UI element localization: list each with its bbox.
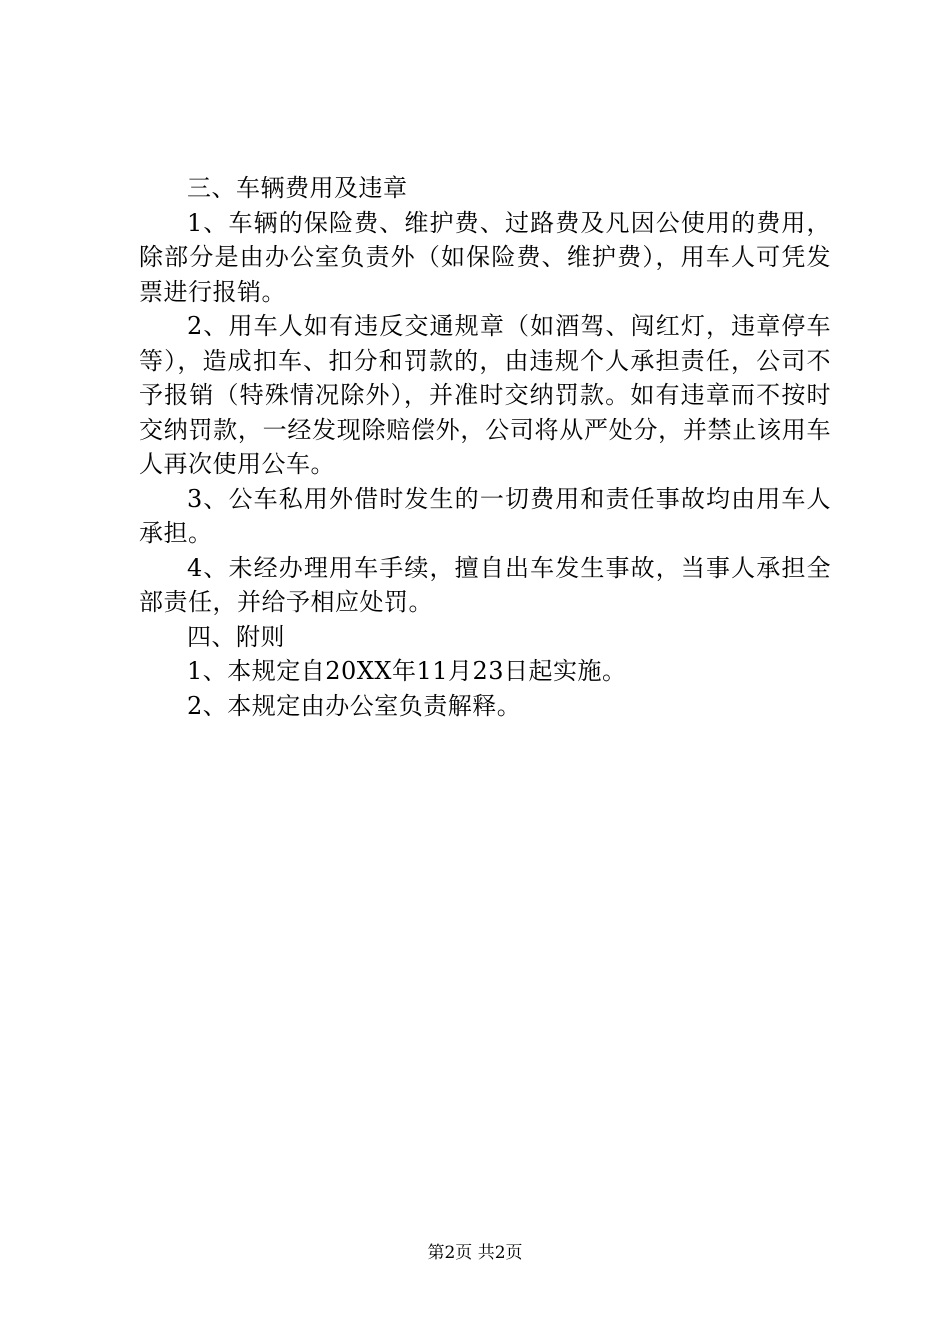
paragraph-private-use: 3、公车私用外借时发生的一切费用和责任事故均由用车人承担。	[139, 484, 831, 547]
section-heading-supplementary: 四、附则	[187, 622, 285, 651]
section-heading-vehicle-costs: 三、车辆费用及违章	[187, 174, 408, 202]
paragraph-effective-date: 1、本规定自20XX年11月23日起实施。	[187, 657, 627, 685]
paragraph-unauthorized-use: 4、未经办理用车手续，擅自出车发生事故，当事人承担全部责任，并给予相应处罚。	[139, 553, 831, 616]
paragraph-costs-reimbursement: 1、车辆的保险费、维护费、过路费及凡因公使用的费用，除部分是由办公室负责外（如保险费、维护费），用车人可凭发票进行报销。	[139, 208, 831, 306]
page-number-footer: 第2页 共2页	[427, 1243, 523, 1263]
paragraph-interpretation: 2、本规定由办公室负责解释。	[187, 691, 522, 720]
document-body	[139, 171, 831, 723]
paragraph-traffic-violations: 2、用车人如有违反交通规章（如酒驾、闯红灯，违章停车等），造成扣车、扣分和罚款的，由违规个人承担责任，公司不予报销（特殊情况除外），并准时交纳罚款。如有违章而不按时交纳罚款，一经发现除赔偿外，公司将从严处分，并禁止该用车人再次使用公车。	[139, 312, 831, 478]
